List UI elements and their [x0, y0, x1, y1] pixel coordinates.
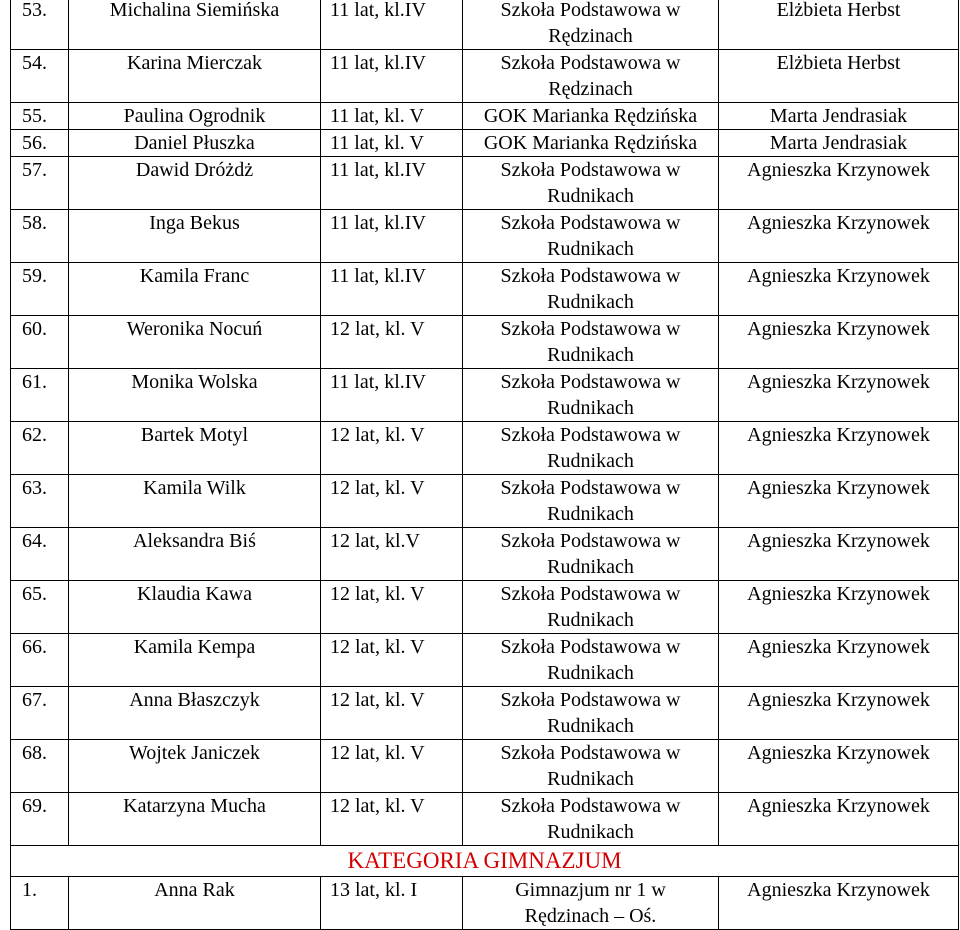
participant-school: Szkoła Podstawowa w Rudnikach — [463, 581, 719, 634]
participant-teacher: Agnieszka Krzynowek — [719, 740, 959, 793]
participant-age-class: 12 lat, kl. V — [321, 793, 463, 846]
participant-school: Szkoła Podstawowa w Rudnikach — [463, 475, 719, 528]
row-number: 61. — [11, 369, 69, 422]
participant-teacher: Agnieszka Krzynowek — [719, 475, 959, 528]
participant-school: GOK Marianka Rędzińska — [463, 103, 719, 130]
row-number: 67. — [11, 687, 69, 740]
participant-teacher: Agnieszka Krzynowek — [719, 157, 959, 210]
participant-school: Szkoła Podstawowa w Rudnikach — [463, 210, 719, 263]
participant-age-class: 12 lat, kl. V — [321, 687, 463, 740]
participant-teacher: Agnieszka Krzynowek — [719, 422, 959, 475]
participant-teacher: Agnieszka Krzynowek — [719, 369, 959, 422]
row-number: 62. — [11, 422, 69, 475]
participant-school: Szkoła Podstawowa w Rudnikach — [463, 263, 719, 316]
participant-age-class: 12 lat, kl. V — [321, 422, 463, 475]
table-row — [11, 263, 959, 316]
participant-teacher: Agnieszka Krzynowek — [719, 634, 959, 687]
row-number: 60. — [11, 316, 69, 369]
row-number: 69. — [11, 793, 69, 846]
participant-school: Szkoła Podstawowa w Rudnikach — [463, 422, 719, 475]
row-number: 65. — [11, 581, 69, 634]
participant-age-class: 12 lat, kl. V — [321, 316, 463, 369]
table-row — [11, 877, 959, 930]
row-number: 55. — [11, 103, 69, 130]
row-number: 54. — [11, 50, 69, 103]
table-row — [11, 422, 959, 475]
participant-age-class: 12 lat, kl. V — [321, 581, 463, 634]
participant-school: Szkoła Podstawowa w Rudnikach — [463, 316, 719, 369]
participant-age-class: 11 lat, kl.IV — [321, 50, 463, 103]
participant-name: Weronika Nocuń — [69, 316, 321, 369]
table-row — [11, 634, 959, 687]
row-number: 53. — [11, 0, 69, 50]
participant-teacher: Agnieszka Krzynowek — [719, 793, 959, 846]
row-number: 58. — [11, 210, 69, 263]
table-row — [11, 581, 959, 634]
row-number: 56. — [11, 130, 69, 157]
participant-age-class: 12 lat, kl.V — [321, 528, 463, 581]
participant-teacher: Marta Jendrasiak — [719, 103, 959, 130]
participant-name: Kamila Franc — [69, 263, 321, 316]
participant-name: Monika Wolska — [69, 369, 321, 422]
participant-school: GOK Marianka Rędzińska — [463, 130, 719, 157]
participant-age-class: 12 lat, kl. V — [321, 475, 463, 528]
participant-name: Kamila Wilk — [69, 475, 321, 528]
participant-name: Michalina Siemińska — [69, 0, 321, 50]
table-row — [11, 0, 959, 50]
participant-teacher: Agnieszka Krzynowek — [719, 581, 959, 634]
row-number: 68. — [11, 740, 69, 793]
table-row — [11, 528, 959, 581]
row-number: 59. — [11, 263, 69, 316]
row-number: 1. — [11, 877, 69, 930]
participant-name: Dawid Dróżdż — [69, 157, 321, 210]
category-heading: KATEGORIA GIMNAZJUM — [11, 846, 959, 877]
participant-teacher: Marta Jendrasiak — [719, 130, 959, 157]
participant-school: Szkoła Podstawowa w Rędzinach — [463, 0, 719, 50]
participant-name: Kamila Kempa — [69, 634, 321, 687]
participant-teacher: Agnieszka Krzynowek — [719, 877, 959, 930]
table-row — [11, 210, 959, 263]
participant-name: Aleksandra Biś — [69, 528, 321, 581]
participant-school: Szkoła Podstawowa w Rudnikach — [463, 157, 719, 210]
participant-age-class: 11 lat, kl. V — [321, 103, 463, 130]
participant-school: Szkoła Podstawowa w Rudnikach — [463, 369, 719, 422]
participant-name: Karina Mierczak — [69, 50, 321, 103]
table-row — [11, 369, 959, 422]
participant-name: Katarzyna Mucha — [69, 793, 321, 846]
participant-name: Anna Rak — [69, 877, 321, 930]
participant-teacher: Elżbieta Herbst — [719, 50, 959, 103]
participant-school: Gimnazjum nr 1 w Rędzinach – Oś. — [463, 877, 719, 930]
table-row — [11, 103, 959, 130]
participant-school: Szkoła Podstawowa w Rudnikach — [463, 634, 719, 687]
participant-teacher: Agnieszka Krzynowek — [719, 316, 959, 369]
participant-teacher: Agnieszka Krzynowek — [719, 687, 959, 740]
participant-name: Daniel Płuszka — [69, 130, 321, 157]
participant-name: Anna Błaszczyk — [69, 687, 321, 740]
participant-age-class: 11 lat, kl.IV — [321, 263, 463, 316]
table-row — [11, 475, 959, 528]
table-row — [11, 740, 959, 793]
participant-school: Szkoła Podstawowa w Rudnikach — [463, 793, 719, 846]
table-row — [11, 793, 959, 846]
table-row — [11, 316, 959, 369]
participant-school: Szkoła Podstawowa w Rudnikach — [463, 687, 719, 740]
table-row — [11, 687, 959, 740]
category-heading-row — [11, 846, 959, 877]
participants-table — [10, 0, 959, 930]
table-row — [11, 130, 959, 157]
participant-teacher: Elżbieta Herbst — [719, 0, 959, 50]
table-row — [11, 50, 959, 103]
participant-age-class: 12 lat, kl. V — [321, 740, 463, 793]
participant-age-class: 12 lat, kl. V — [321, 634, 463, 687]
participant-age-class: 11 lat, kl. V — [321, 130, 463, 157]
row-number: 63. — [11, 475, 69, 528]
participant-school: Szkoła Podstawowa w Rudnikach — [463, 528, 719, 581]
participant-name: Inga Bekus — [69, 210, 321, 263]
participant-age-class: 11 lat, kl.IV — [321, 369, 463, 422]
participant-name: Klaudia Kawa — [69, 581, 321, 634]
table-row — [11, 157, 959, 210]
participant-age-class: 13 lat, kl. I — [321, 877, 463, 930]
participant-teacher: Agnieszka Krzynowek — [719, 263, 959, 316]
participant-age-class: 11 lat, kl.IV — [321, 0, 463, 50]
participant-teacher: Agnieszka Krzynowek — [719, 528, 959, 581]
row-number: 66. — [11, 634, 69, 687]
participant-name: Bartek Motyl — [69, 422, 321, 475]
participant-school: Szkoła Podstawowa w Rędzinach — [463, 50, 719, 103]
participant-school: Szkoła Podstawowa w Rudnikach — [463, 740, 719, 793]
row-number: 64. — [11, 528, 69, 581]
participant-name: Paulina Ogrodnik — [69, 103, 321, 130]
participant-teacher: Agnieszka Krzynowek — [719, 210, 959, 263]
participant-age-class: 11 lat, kl.IV — [321, 157, 463, 210]
participant-name: Wojtek Janiczek — [69, 740, 321, 793]
row-number: 57. — [11, 157, 69, 210]
participant-age-class: 11 lat, kl.IV — [321, 210, 463, 263]
